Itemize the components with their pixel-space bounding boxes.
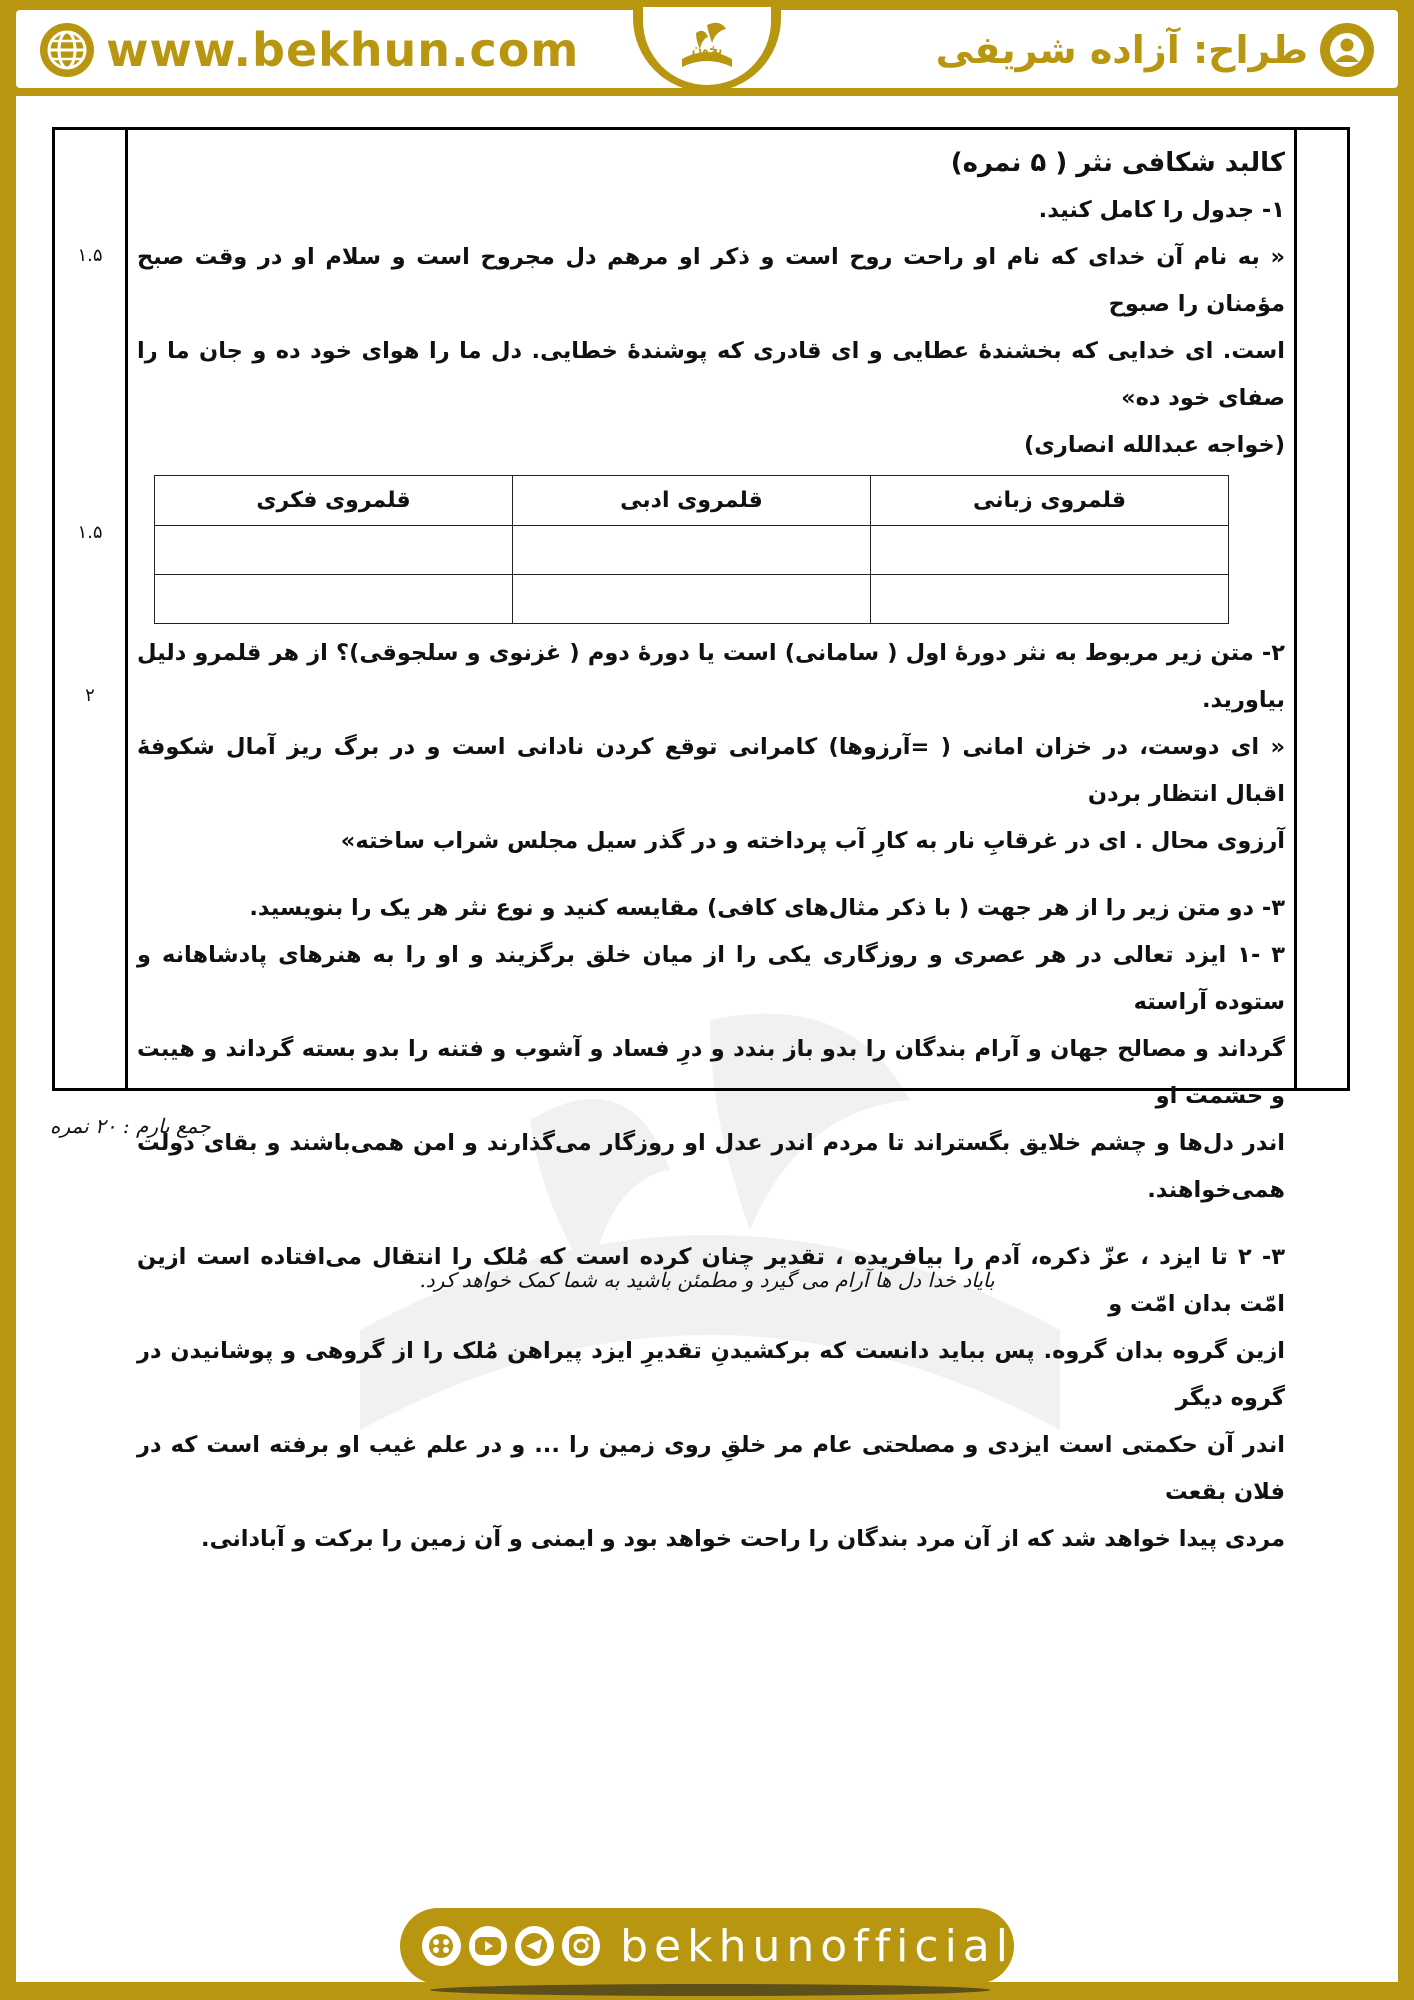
website-link[interactable] xyxy=(40,22,579,78)
q2-quote-line-1: « ای دوست، در خزان امانی ( =آرزوها) کامرانی توقع کردن نادانی است و در برگ ریز آمال شکوفهٔ اقبال انتظار بردن xyxy=(137,734,1285,807)
q1-quote-line-2: است. ای خدایی که بخشندهٔ عطایی و ای قادری که پوشندهٔ خطایی. دل ما را هوای خود ده و جان ما را صفای خود ده» xyxy=(137,338,1285,411)
q3-text1-line-2: گرداند و مصالح جهان و آرام بندگان را بدو باز بندد و درِ فساد و آشوب و فتنه را بدو بسته گرداند و هیبت و حشمت او xyxy=(137,1036,1285,1109)
realm-table xyxy=(154,475,1229,624)
spacer xyxy=(137,1214,1285,1234)
spacer xyxy=(137,865,1285,885)
q2-score: ۱.۵ xyxy=(77,522,103,543)
row-number-column xyxy=(1294,130,1347,1088)
score-column xyxy=(55,130,128,1088)
youtube-icon[interactable] xyxy=(469,1926,508,1966)
q1-quote-line-1: « به نام آن خدای که نام او راحت روح است و ذکر او مرهم دل مجروح است و سلام او در وقت صبح مؤمنان را صبوح xyxy=(137,244,1285,317)
q1-quote-line-3: (خواجه عبدالله انصاری) xyxy=(1023,432,1285,458)
q2-instruction: ۲- متن زیر مربوط به نثر دورهٔ اول ( سامانی) است یا دورهٔ دوم ( غزنوی و سلجوقی)؟ از هر قلمرو دلیل بیاورید. xyxy=(137,640,1285,713)
social-bar xyxy=(400,1908,1014,1984)
q3-text1-line-1: ۳ -۱ ایزد تعالی در هر عصری و روزگاری یکی را از میان خلق برگزیند و او را به هنرهای پادشاهانه و ستوده آراسته xyxy=(137,942,1286,1015)
q1-score: ۱.۵ xyxy=(77,245,103,266)
left-frame xyxy=(0,0,16,2000)
answer-cell[interactable] xyxy=(871,526,1229,575)
header-literary: قلمروی ادبی xyxy=(513,476,871,526)
q3-text2-line-3: اندر آن حکمتی است ایزدی و مصلحتی عام مر خلقِ روی زمین را ... و در علم غیب او برفته است که در فلان بقعت xyxy=(137,1432,1285,1505)
logo-text: بخون xyxy=(691,42,723,58)
answer-cell[interactable] xyxy=(871,575,1229,624)
q3-score: ۲ xyxy=(85,685,95,706)
social-handle[interactable]: bekhunofficial xyxy=(620,1920,1014,1972)
q3-text2-line-4: مردی پیدا خواهد شد که از آن مرد بندگان را راحت خواهد بود و ایمنی و آن زمین را برکت و آبادانی. xyxy=(201,1526,1285,1552)
answer-cell[interactable] xyxy=(155,575,513,624)
telegram-icon[interactable] xyxy=(515,1926,554,1966)
q3-text2-line-2: ازین گروه بدان گروه. پس بباید دانست که برکشیدنِ تقدیرِ ایزد پیراهن مُلک را از گروهی و پوشانیدن در گروه دیگر xyxy=(137,1338,1285,1411)
answer-cell[interactable] xyxy=(513,575,871,624)
realm-header-row xyxy=(155,476,1229,526)
q1-instruction: ۱- جدول را کامل کنید. xyxy=(1038,197,1285,223)
total-score: جمع بارم : ۲۰ نمره xyxy=(50,1114,211,1138)
q3-text2-line-1: ۳- ۲ تا ایزد ، عزّ ذکره، آدم را بیافریده ، تقدیر چنان کرده است که مُلک را انتقال می‌افتاده است ازین امّت بدان امّت و xyxy=(137,1244,1285,1317)
q2-quote-line-2: آرزوی محال . ای در غرقابِ نار به کارِ آب پرداخته و در گذر سیل مجلس شراب ساخته» xyxy=(340,828,1285,854)
realm-answer-row xyxy=(155,575,1229,624)
closing-message: بایاد خدا دل ها آرام می گیرد و مطمئن باشید به شما کمک خواهد کرد. xyxy=(419,1268,995,1292)
castbox-icon[interactable] xyxy=(422,1926,461,1966)
header-linguistic: قلمروی زبانی xyxy=(871,476,1229,526)
designer-credit xyxy=(936,22,1374,78)
question-content xyxy=(137,140,1285,1563)
book-logo-icon xyxy=(643,7,771,85)
realm-answer-row xyxy=(155,526,1229,575)
q3-instruction: ۳- دو متن زیر را از هر جهت ( با ذکر مثال‌های کافی) مقایسه کنید و نوع نثر هر یک را بنویسید. xyxy=(249,895,1285,921)
designer-name: طراح: آزاده شریفی xyxy=(935,28,1308,72)
pill-shadow xyxy=(430,1984,990,1996)
header-intellectual: قلمروی فکری xyxy=(155,476,513,526)
answer-cell[interactable] xyxy=(513,526,871,575)
section-title: کالبد شکافی نثر ( ۵ نمره) xyxy=(950,148,1285,178)
instagram-icon[interactable] xyxy=(562,1926,601,1966)
right-frame xyxy=(1398,0,1414,2000)
globe-icon xyxy=(40,23,94,77)
q3-text1-line-3: اندر دل‌ها و چشم خلایق بگستراند تا مردم اندر عدل او روزگار می‌گذارند و امن همی‌باشند و بقای دولت همی‌خواهند. xyxy=(137,1130,1285,1203)
answer-cell[interactable] xyxy=(155,526,513,575)
website-url: www.bekhun.com xyxy=(106,23,580,77)
user-icon xyxy=(1320,23,1374,77)
